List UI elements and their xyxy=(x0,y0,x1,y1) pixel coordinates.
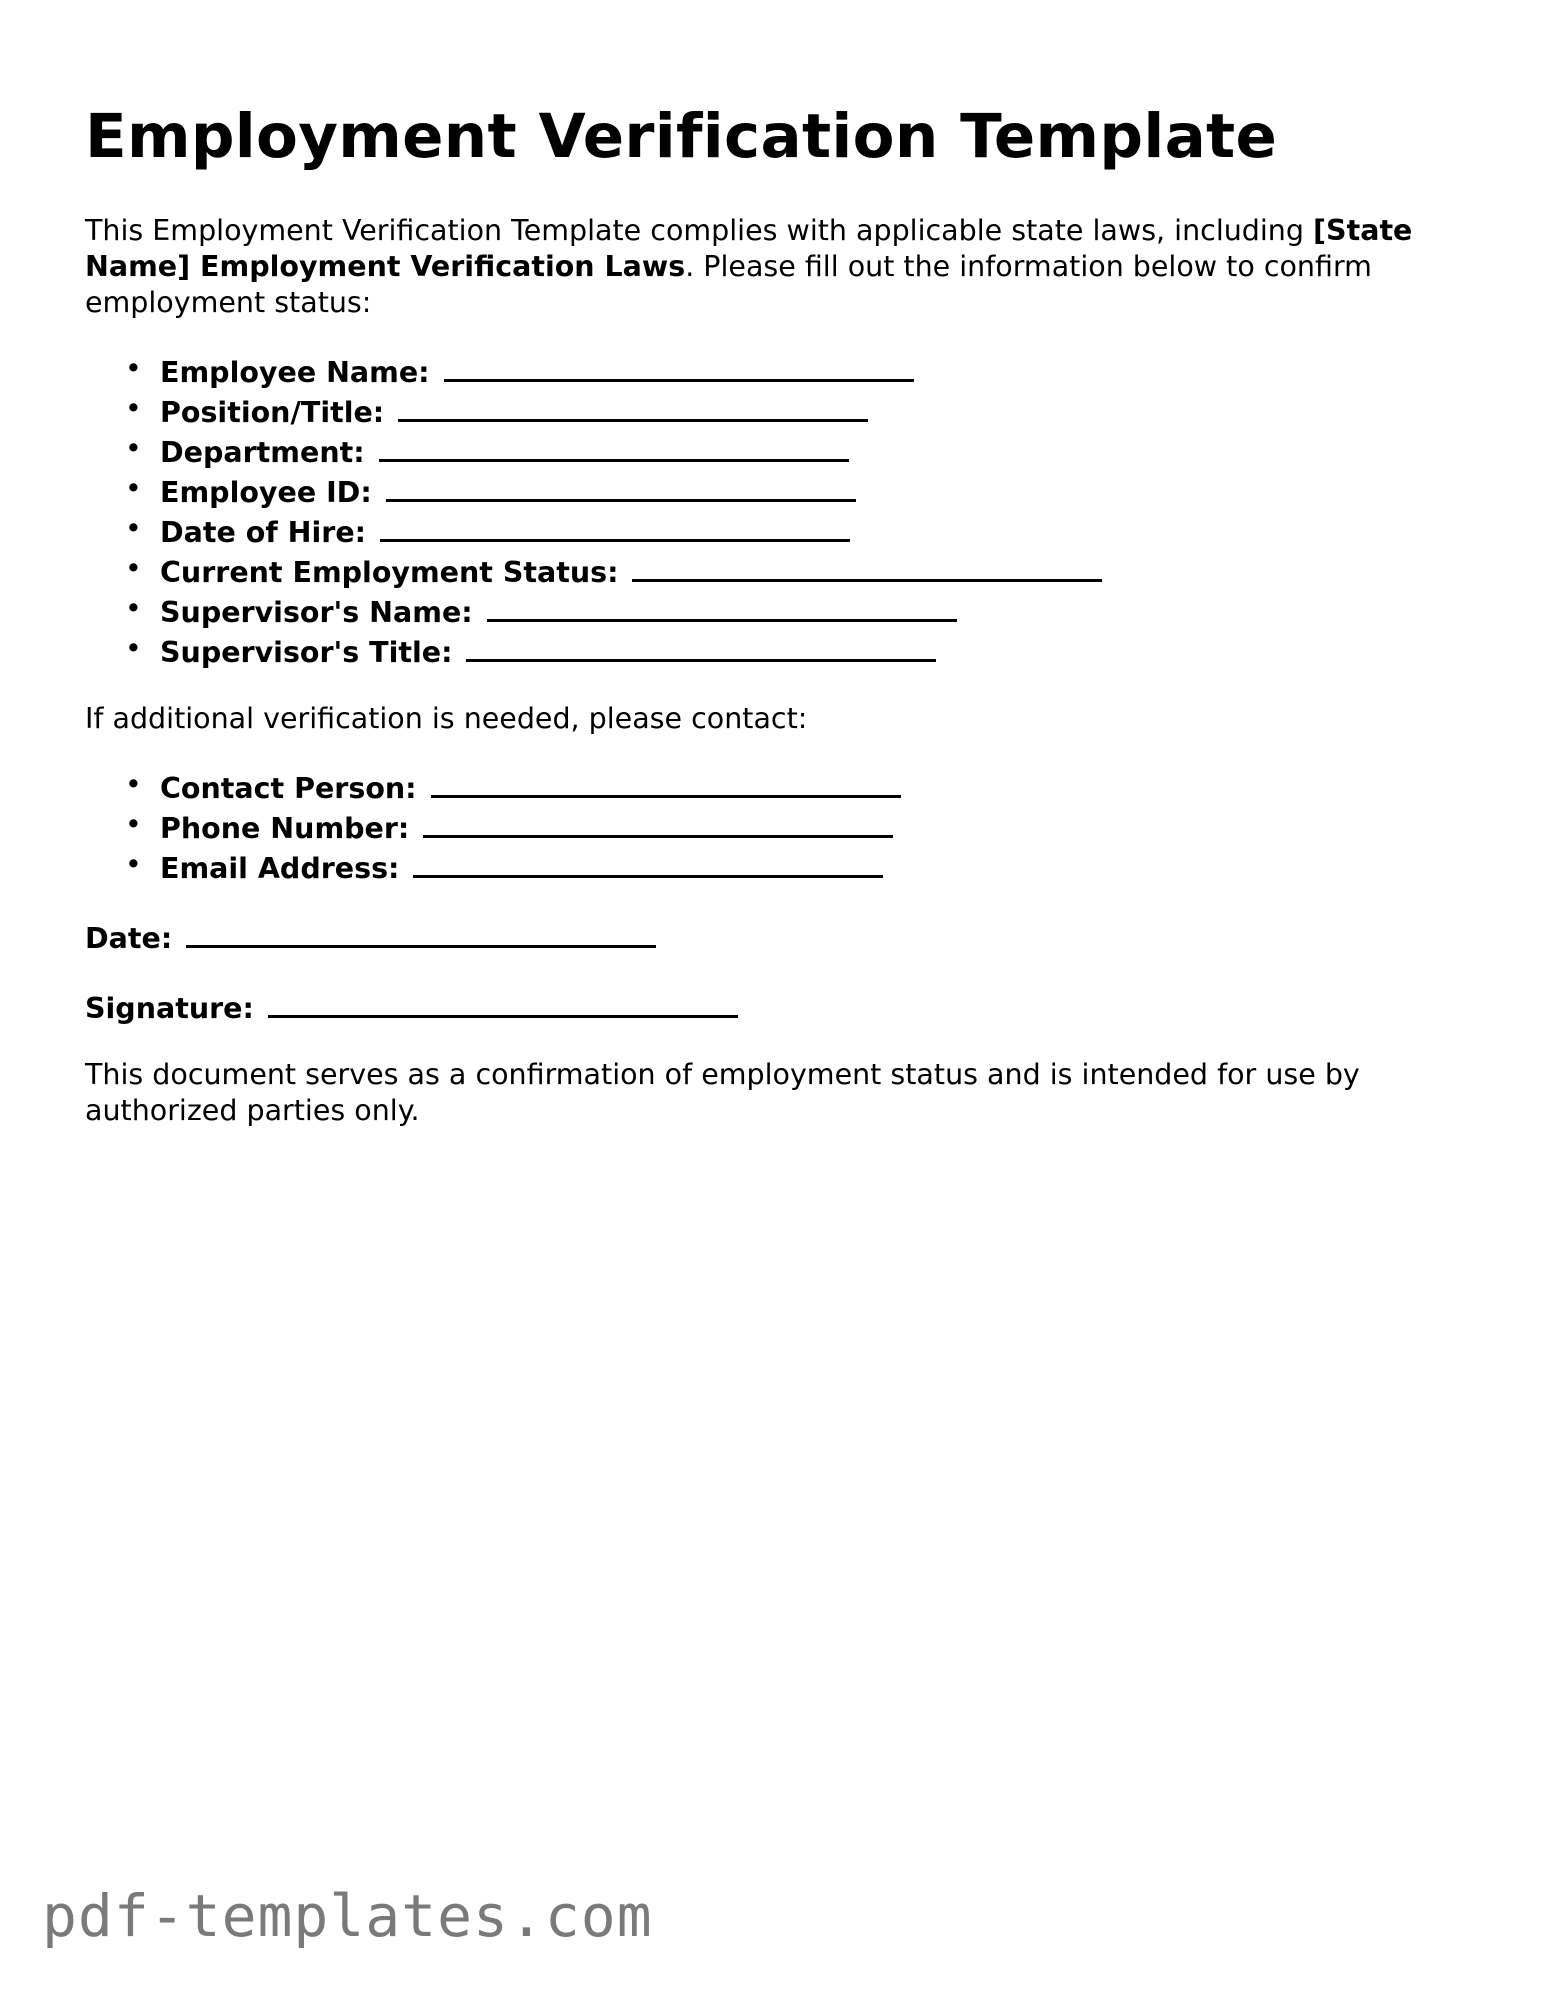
bullet-icon: • xyxy=(125,352,142,386)
field-position-title xyxy=(125,391,1465,431)
field-label: Current Employment Status: xyxy=(160,556,619,590)
bullet-icon: • xyxy=(125,848,142,882)
supervisor-title-blank[interactable] xyxy=(466,631,936,662)
signature-blank[interactable] xyxy=(268,987,738,1018)
intro-paragraph xyxy=(85,213,1465,321)
date-label: Date: xyxy=(85,922,173,956)
bullet-icon: • xyxy=(125,472,142,506)
field-label: Employee Name: xyxy=(160,356,430,390)
bullet-icon: • xyxy=(125,392,142,426)
field-employee-id xyxy=(125,471,1465,511)
state-law-reference: [State Name] Employment Verification Laws xyxy=(85,214,1413,284)
document-page xyxy=(85,100,1465,1159)
employment-status-blank[interactable] xyxy=(632,551,1102,582)
employee-id-blank[interactable] xyxy=(386,471,856,502)
field-phone-number xyxy=(125,807,1465,847)
employee-name-blank[interactable] xyxy=(444,351,914,382)
employee-field-list xyxy=(85,351,1465,671)
bullet-icon: • xyxy=(125,768,142,802)
date-row xyxy=(85,917,1465,957)
field-department xyxy=(125,431,1465,471)
bullet-icon: • xyxy=(125,552,142,586)
field-date-of-hire xyxy=(125,511,1465,551)
field-label: Position/Title: xyxy=(160,396,385,430)
field-employee-name xyxy=(125,351,1465,391)
bullet-icon: • xyxy=(125,592,142,626)
field-label: Phone Number: xyxy=(160,812,410,846)
date-of-hire-blank[interactable] xyxy=(380,511,850,542)
field-label: Employee ID: xyxy=(160,476,372,510)
contact-person-blank[interactable] xyxy=(431,767,901,798)
intro-text-1: This Employment Verification Template complies with applicable state laws, including xyxy=(85,214,1314,248)
supervisor-name-blank[interactable] xyxy=(487,591,957,622)
email-address-blank[interactable] xyxy=(413,847,883,878)
contact-intro: If additional verification is needed, please contact: xyxy=(85,702,808,736)
phone-number-blank[interactable] xyxy=(423,807,893,838)
bullet-icon: • xyxy=(125,632,142,666)
field-label: Contact Person: xyxy=(160,772,417,806)
field-supervisor-title xyxy=(125,631,1465,671)
field-email-address xyxy=(125,847,1465,887)
field-supervisor-name xyxy=(125,591,1465,631)
field-contact-person xyxy=(125,767,1465,807)
page-title: Employment Verification Template xyxy=(85,101,1278,172)
field-label: Date of Hire: xyxy=(160,516,367,550)
signature-row xyxy=(85,987,1465,1027)
signature-label: Signature: xyxy=(85,992,254,1026)
closing-paragraph: This document serves as a confirmation of employment status and is intended for use by authorized parties only. xyxy=(85,1058,1360,1128)
intro-text-2: . Please fill out the information below to confirm employment status: xyxy=(85,250,1372,320)
field-label: Supervisor's Title: xyxy=(160,636,453,670)
contact-field-list xyxy=(85,767,1465,887)
department-blank[interactable] xyxy=(379,431,849,462)
field-label: Supervisor's Name: xyxy=(160,596,473,630)
bullet-icon: • xyxy=(125,432,142,466)
bullet-icon: • xyxy=(125,512,142,546)
position-title-blank[interactable] xyxy=(398,391,868,422)
bullet-icon: • xyxy=(125,808,142,842)
watermark-text: pdf-templates.com xyxy=(42,1882,653,1950)
field-current-employment-status xyxy=(125,551,1465,591)
field-label: Email Address: xyxy=(160,852,400,886)
field-label: Department: xyxy=(160,436,365,470)
date-blank[interactable] xyxy=(186,917,656,948)
